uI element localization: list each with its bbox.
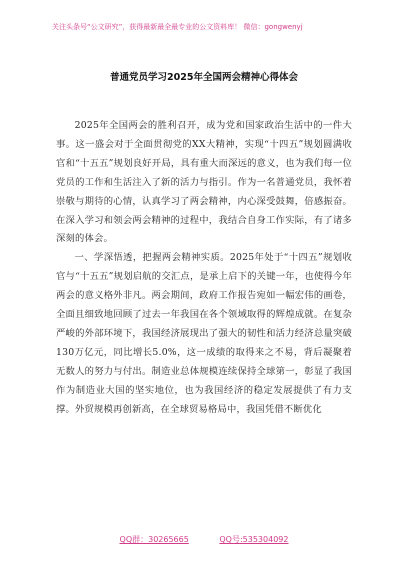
footer-contact bbox=[0, 534, 408, 546]
body-paragraph: 2025年全国两会的胜利召开，成为党和国家政治生活中的一件大事。这一盛会对于全面贯彻党的XX大精神，实现“十四五”规划圆满收官和“十五五”规划良好开局，具有重大而深远的意义，也为我们每一位党员的工作和生活注入了新的活力与指引。作为一名普通党员，我怀着崇敬与期待的心情，认真学习了两会精神，内心深受鼓舞，倍感振奋。在深入学习和领会两会精神的过程中，我结合自身工作实际，有了诸多深刻的体会。 bbox=[56, 120, 352, 245]
document-body bbox=[56, 117, 352, 420]
document-title: 普通党员学习2025年全国两会精神心得体会 bbox=[110, 72, 298, 83]
header-banner: 关注头条号“公文研究”，获得最新最全最专业的公文资料库！ 微信：gongwenyj bbox=[52, 23, 303, 31]
footer-qq-number[interactable]: QQ号:535304092 bbox=[219, 535, 289, 544]
footer-qq-group[interactable]: QQ群：30265665 bbox=[119, 535, 189, 544]
body-paragraph: 一、学深悟透，把握两会精神实质。2025年处于“十四五”规划收官与“十五五”规划启航的交汇点，是承上启下的关键一年，也使得今年两会的意义格外非凡。两会期间，政府工作报告宛如一幅宏伟的画卷，全面且细致地回顾了过去一年我国在各个领域取得的辉煌成就。在复杂严峻的外部环境下，我国经济展现出了强大的韧性和活力经济总量突破130万亿元，同比增长5.0%，这一成绩的取得来之不易，背后凝聚着无数人的努力与付出。制造业总体规模连续保持全球第一，彰显了我国作为制造业大国的坚实地位，也为我国经济的稳定发展提供了有力支撑。外贸规模再创新高，在全球贸易格局中，我国凭借不断优化 bbox=[56, 252, 352, 415]
